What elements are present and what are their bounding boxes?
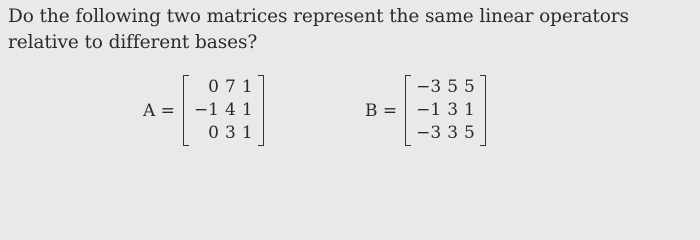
matrix-row <box>191 76 256 99</box>
matrix-cell: 3 <box>225 123 236 143</box>
matrix-cell: 3 <box>447 123 459 143</box>
matrix-b-label: B = <box>365 100 398 121</box>
matrix-cell: 1 <box>464 100 475 120</box>
matrix-cell: −1 <box>193 100 219 120</box>
matrix-a-label: A = <box>143 100 175 121</box>
matrix-cell: 0 <box>208 77 219 97</box>
matrix-row <box>191 99 256 122</box>
matrix-row <box>191 122 256 145</box>
matrix-cell: 4 <box>225 100 236 120</box>
matrix-cell: 1 <box>241 123 253 143</box>
matrix-cell: 5 <box>447 77 459 97</box>
matrix-b <box>405 75 486 146</box>
matrix-cell: 1 <box>241 77 253 97</box>
matrix-a <box>183 75 264 146</box>
matrix-cell: 1 <box>241 100 253 120</box>
matrix-cell: −1 <box>416 100 442 120</box>
matrix-cell: 5 <box>464 77 475 97</box>
matrix-row <box>413 76 478 99</box>
matrix-cell: 7 <box>225 77 236 97</box>
matrix-cell: −3 <box>416 123 442 143</box>
matrix-cell: 3 <box>447 100 459 120</box>
question-text: Do the following two matrices represent the same linear operators relative to different bases? <box>8 6 629 53</box>
matrix-row <box>413 122 478 145</box>
matrix-cell: 0 <box>208 123 219 143</box>
matrix-row <box>413 99 478 122</box>
matrix-b-equation <box>365 75 486 146</box>
matrix-cell: −3 <box>416 77 442 97</box>
matrix-cell: 5 <box>464 123 475 143</box>
matrix-a-equation <box>143 75 264 146</box>
